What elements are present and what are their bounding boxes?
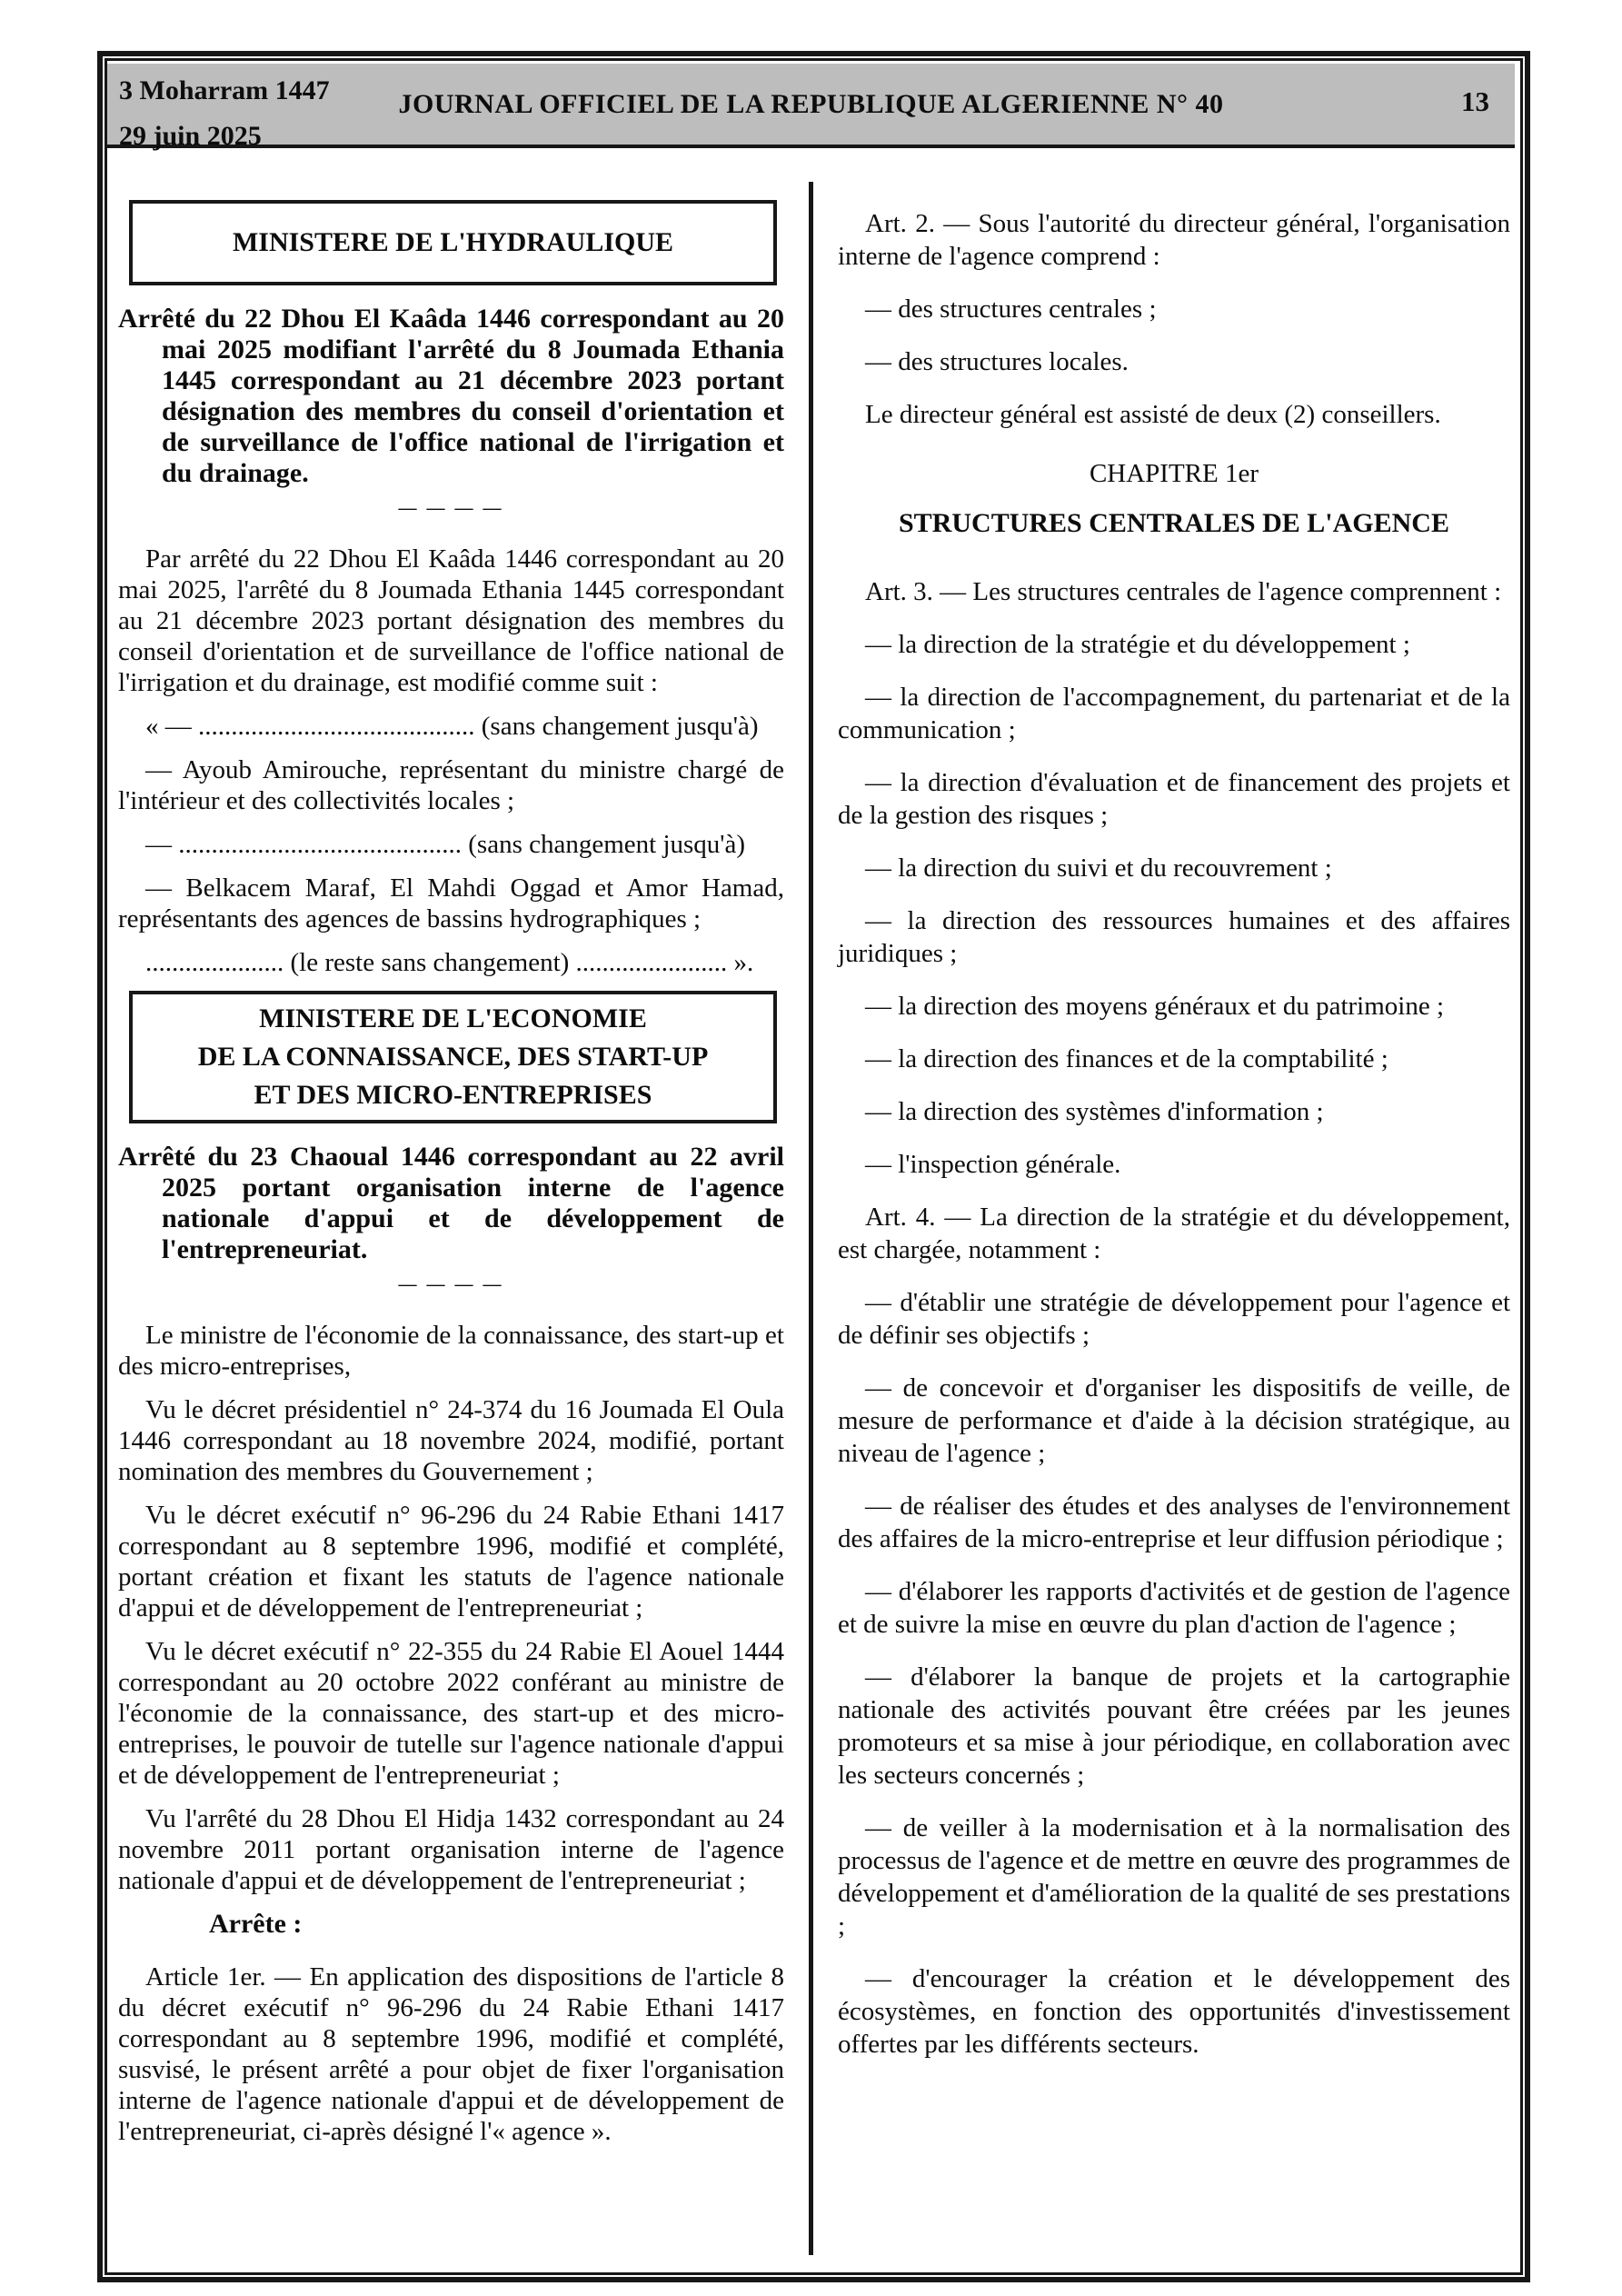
ministry-box-line: MINISTERE DE L'ECONOMIE bbox=[259, 1003, 647, 1033]
paragraph: — Ayoub Amirouche, représentant du ministre chargé de l'intérieur et des collectivités locales ; bbox=[118, 755, 784, 815]
paragraph: — la direction des finances et de la comptabilité ; bbox=[865, 1044, 1388, 1073]
paragraph: — l'inspection générale. bbox=[865, 1150, 1121, 1179]
paragraph: Par arrêté du 22 Dhou El Kaâda 1446 correspondant au 20 mai 2025, l'arrêté du 8 Joumada Ethania 1445 correspondant au 21 décembre 2023 portant désignation des membres du conseil d'orientation et de surveillance de l'office national de l'irrigation et du drainage, est modifié comme suit : bbox=[118, 544, 784, 697]
paragraph: Art. 3. — Les structures centrales de l'agence comprennent : bbox=[865, 577, 1502, 606]
paragraph: — la direction des ressources humaines et des affaires juridiques ; bbox=[838, 906, 1510, 968]
right-column bbox=[838, 207, 1510, 2081]
paragraph: — des structures locales. bbox=[865, 347, 1129, 376]
paragraph: — d'élaborer la banque de projets et la cartographie nationale des activités pouvant être créées par les jeunes promoteurs et sa mise à jour périodique, en collaboration avec les secteurs concernés ; bbox=[838, 1662, 1510, 1790]
paragraph: — d'établir une stratégie de développement pour l'agence et de définir ses objectifs ; bbox=[838, 1288, 1510, 1350]
paragraph: Le directeur général est assisté de deux (2) conseillers. bbox=[865, 400, 1441, 429]
chapter-title: STRUCTURES CENTRALES DE L'AGENCE bbox=[899, 508, 1449, 538]
paragraph: — des structures centrales ; bbox=[865, 294, 1157, 324]
chapter-heading: CHAPITRE 1er bbox=[1089, 459, 1259, 488]
paragraph: — la direction des systèmes d'information ; bbox=[865, 1097, 1324, 1126]
ministry-box bbox=[129, 991, 777, 1123]
paragraph: — Belkacem Maraf, El Mahdi Oggad et Amor Hamad, représentants des agences de bassins hydrographiques ; bbox=[118, 873, 784, 933]
paragraph: — la direction du suivi et du recouvrement ; bbox=[865, 854, 1332, 883]
left-column bbox=[118, 193, 784, 2160]
paragraph: Vu l'arrêté du 28 Dhou El Hidja 1432 correspondant au 24 novembre 2011 portant organisation interne de l'agence nationale d'appui et de développement de l'entrepreneuriat ; bbox=[118, 1804, 784, 1895]
ministry-box-line: DE LA CONNAISSANCE, DES START-UP bbox=[197, 1042, 709, 1072]
paragraph: — de veiller à la modernisation et à la normalisation des processus de l'agence et de mettre en œuvre des programmes de développement et d'amélioration de la qualité de ses prestations ; bbox=[838, 1813, 1510, 1941]
paragraph: — la direction de l'accompagnement, du partenariat et de la communication ; bbox=[838, 683, 1510, 744]
paragraph: Vu le décret exécutif n° 96-296 du 24 Rabie Ethani 1417 correspondant au 8 septembre 1996, modifié et complété, portant création et fixant les statuts de l'agence nationale d'appui et de développement de l'entrepreneuriat ; bbox=[118, 1501, 784, 1622]
paragraph: — la direction d'évaluation et de financement des projets et de la gestion des risques ; bbox=[838, 768, 1510, 830]
arrete-title: Arrêté du 23 Chaoual 1446 correspondant au 22 avril 2025 portant organisation interne de l'agence nationale d'appui et de développement de l'entrepreneuriat. bbox=[118, 1142, 784, 1264]
paragraph: « — .......................................... (sans changement jusqu'à) bbox=[145, 712, 759, 741]
paragraph: — la direction des moyens généraux et du patrimoine ; bbox=[865, 992, 1445, 1021]
paragraph: Art. 4. — La direction de la stratégie et du développement, est chargée, notamment : bbox=[838, 1203, 1510, 1264]
paragraph: Vu le décret exécutif n° 22-355 du 24 Rabie El Aouel 1444 correspondant au 20 octobre 2022 conférant au ministre de l'économie de la connaissance, des start-up et des micro-entreprises, le pouvoir de tutelle sur l'agence nationale d'appui et de développement de l'entrepreneuriat ; bbox=[118, 1637, 784, 1790]
paragraph: Vu le décret présidentiel n° 24-374 du 16 Joumada El Oula 1446 correspondant au 18 novembre 2024, modifié, portant nomination des membres du Gouvernement ; bbox=[118, 1395, 784, 1486]
paragraph: — de réaliser des études et des analyses de l'environnement des affaires de la micro-entreprise et leur diffusion périodique ; bbox=[838, 1492, 1510, 1553]
paragraph: — la direction de la stratégie et du développement ; bbox=[865, 630, 1410, 659]
date-gregorian: 29 juin 2025 bbox=[119, 121, 262, 151]
paragraph: — d'élaborer les rapports d'activités et de gestion de l'agence et de suivre la mise en œuvre du plan d'action de l'agence ; bbox=[838, 1577, 1510, 1639]
page-header-band bbox=[107, 64, 1515, 151]
separator: — — — — bbox=[398, 1274, 504, 1294]
page-number: 13 bbox=[1461, 85, 1489, 117]
date-hijri: 3 Moharram 1447 bbox=[119, 75, 330, 105]
ministry-box-line: ET DES MICRO-ENTREPRISES bbox=[254, 1080, 652, 1110]
ministry-box bbox=[129, 200, 777, 285]
journal-title: JOURNAL OFFICIEL DE LA REPUBLIQUE ALGERIENNE N° 40 bbox=[398, 89, 1224, 119]
arrete-label: Arrête : bbox=[209, 1909, 303, 1939]
paragraph: — d'encourager la création et le développement des écosystèmes, en fonction des opportunités d'investissement offertes par les différents secteurs. bbox=[838, 1964, 1510, 2059]
paragraph: Art. 2. — Sous l'autorité du directeur général, l'organisation interne de l'agence comprend : bbox=[838, 209, 1510, 271]
paragraph: Article 1er. — En application des dispositions de l'article 8 du décret exécutif n° 96-296 du 24 Rabie Ethani 1417 correspondant au 8 septembre 1996, modifié et complété, susvisé, le présent arrêté a pour objet de fixer l'organisation interne de l'agence nationale d'appui et de développement de l'entrepreneuriat, ci-après désigné l'« agence ». bbox=[118, 1962, 784, 2146]
paragraph: — ........................................... (sans changement jusqu'à) bbox=[145, 830, 746, 859]
separator: — — — — bbox=[398, 498, 504, 518]
paragraph: ..................... (le reste sans changement) ....................... ». bbox=[145, 948, 754, 977]
arrete-title: Arrêté du 22 Dhou El Kaâda 1446 correspondant au 20 mai 2025 modifiant l'arrêté du 8 Joumada Ethania 1445 correspondant au 21 décembre 2023 portant désignation des membres du conseil d'orientation et de surveillance de l'office national de l'irrigation et du drainage. bbox=[118, 304, 784, 488]
paragraph: — de concevoir et d'organiser les dispositifs de veille, de mesure de performance et d'aide à la décision stratégique, au niveau de l'agence ; bbox=[838, 1373, 1510, 1468]
column-divider bbox=[809, 182, 813, 2255]
ministry-box-line: MINISTERE DE L'HYDRAULIQUE bbox=[232, 227, 674, 257]
paragraph: Le ministre de l'économie de la connaissance, des start-up et des micro-entreprises, bbox=[118, 1321, 784, 1381]
